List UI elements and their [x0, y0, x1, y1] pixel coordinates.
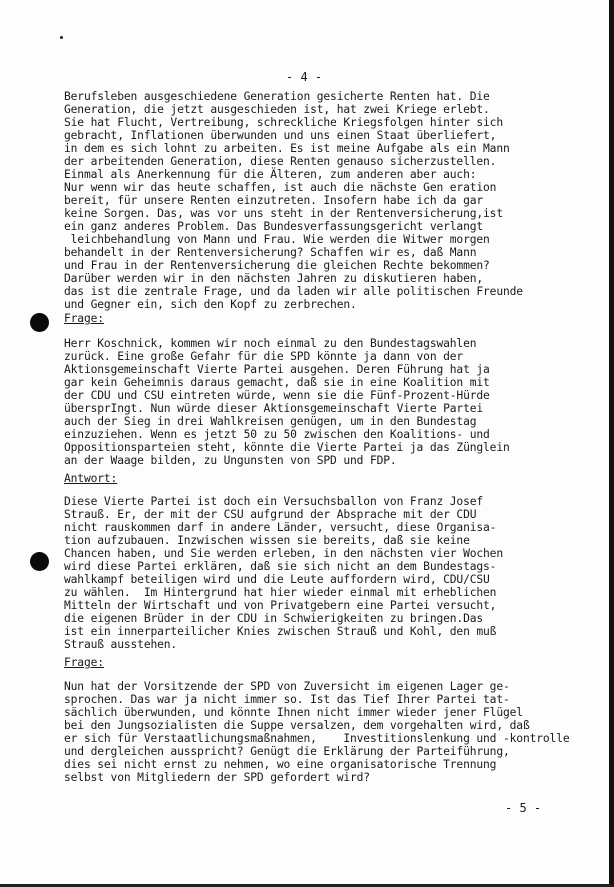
text-line: und Frau in der Rentenversicherung die gleichen Rechte bekommen? [64, 259, 490, 272]
text-line: Diese Vierte Partei ist doch ein Versuchsballon von Franz Josef [64, 495, 484, 508]
text-line: Generation, die jetzt ausgeschieden ist, hat zwei Kriege erlebt. [64, 103, 490, 116]
text-line: er sich für Verstaatlichungsmaßnahmen, Investitionslenkung und -kontrolle [64, 732, 570, 745]
text-line: zurück. Eine große Gefahr für die SPD könnte ja dann von der [64, 350, 464, 363]
text-line: Herr Koschnick, kommen wir noch einmal zu den Bundestagswahlen [64, 337, 477, 350]
text-line: das ist die zentrale Frage, und da laden wir alle politischen Freunde [64, 285, 523, 298]
scan-speck [60, 36, 63, 39]
text-line: nicht rauskommen darf in andere Länder, versucht, diese Organisa- [64, 521, 497, 534]
text-line: wahlkampf beteiligen wird und die Leute auffordern wird, CDU/CSU [64, 573, 490, 586]
text-line: an der Waage bilden, zu Ungunsten von SPD und FDP. [64, 454, 397, 467]
next-page-marker: - 5 - [505, 801, 542, 815]
punch-hole-top [30, 313, 49, 332]
text-line: Nur wenn wir das heute schaffen, ist auch die nächste Gen eration [64, 181, 497, 194]
punch-hole-bottom [30, 552, 49, 571]
text-line: Chancen haben, und Sie werden erleben, in den nächsten vier Wochen [64, 547, 503, 560]
page-number: - 4 - [286, 70, 323, 84]
text-line: Aktionsgemeinschaft Vierte Partei ausgehen. Deren Führung hat ja [64, 363, 490, 376]
text-line: selbst von Mitgliedern der SPD gefordert wird? [64, 771, 370, 784]
text-line: übersprIngt. Nun würde dieser Aktionsgemeinschaft Vierte Partei [64, 402, 484, 415]
text-line: gar kein Geheimnis daraus gemacht, daß sie in eine Koalition mit [64, 376, 490, 389]
text-line: dies sei nicht ernst zu nehmen, wo eine organisatorische Trennung [64, 758, 497, 771]
text-line: leichbehandlung von Mann und Frau. Wie werden die Witwer morgen [64, 233, 490, 246]
text-line: zu wählen. Im Hintergrund hat hier wieder einmal mit erheblichen [64, 586, 497, 599]
section-label: Frage: [64, 312, 104, 325]
text-line: der CDU und CSU eintreten würde, wenn sie die Fünf-Prozent-Hürde [64, 389, 490, 402]
text-line: sächlich überwunden, und könnte Ihnen nicht immer wieder jener Flügel [64, 706, 523, 719]
text-line: und dergleichen ausspricht? Genügt die Erklärung der Parteiführung, [64, 745, 510, 758]
text-line: die eigenen Brüder in der CDU in Schwierigkeiten zu bringen.Das [64, 612, 484, 625]
text-line: wird diese Partei erklären, daß sie sich nicht an dem Bundestags- [64, 560, 497, 573]
text-line: tion aufzubauen. Inzwischen wissen sie bereits, daß sie keine [64, 534, 470, 547]
text-line: Strauß. Er, der mit der CSU aufgrund der Absprache mit der CDU [64, 508, 477, 521]
text-line: bereit, für unsere Renten einzutreten. Insofern habe ich da gar [64, 194, 484, 207]
text-line: behandelt in der Rentenversicherung? Schaffen wir es, daß Mann [64, 246, 477, 259]
text-line: Mitteln der Wirtschaft und von Privatgebern eine Partei versucht, [64, 599, 497, 612]
text-line: Strauß ausstehen. [64, 638, 178, 651]
text-line: und Gegner ein, sich den Kopf zu zerbrechen. [64, 298, 357, 311]
text-line: Sie hat Flucht, Vertreibung, schreckliche Kriegsfolgen hinter sich [64, 116, 503, 129]
text-line: bei den Jungsozialisten die Suppe versalzen, dem vorgehalten wird, daß [64, 719, 530, 732]
text-line: in dem es sich lohnt zu arbeiten. Es ist meine Aufgabe als ein Mann [64, 142, 510, 155]
text-line: der arbeitenden Generation, diese Renten genauso sicherzustellen. [64, 155, 497, 168]
text-line: Einmal als Anerkennung für die Älteren, zum anderen aber auch: [64, 168, 477, 181]
text-line: ein ganz anderes Problem. Das Bundesverfassungsgericht verlangt [64, 220, 484, 233]
section-label: Antwort: [64, 472, 118, 485]
text-line: Oppositionsparteien steht, könnte die Vierte Partei ja das Zünglein [64, 441, 510, 454]
text-line: auch der Sieg in drei Wahlkreisen genügen, um in den Bundestag [64, 415, 477, 428]
text-line: sprochen. Das war ja nicht immer so. Ist das Tief Ihrer Partei tat- [64, 693, 510, 706]
section-label: Frage: [64, 656, 104, 669]
text-line: ist ein innerparteilicher Knies zwischen Strauß und Kohl, den muß [64, 625, 497, 638]
text-line: Darüber werden wir in den nächsten Jahren zu diskutieren haben, [64, 272, 484, 285]
text-line: einzuziehen. Wenn es jetzt 50 zu 50 zwischen den Koalitions- und [64, 428, 490, 441]
text-line: Nun hat der Vorsitzende der SPD von Zuversicht im eigenen Lager ge- [64, 680, 510, 693]
text-line: Berufsleben ausgeschiedene Generation gesicherte Renten hat. Die [64, 90, 490, 103]
text-line: gebracht, Inflationen überwunden und uns einen Staat überliefert, [64, 129, 497, 142]
text-line: keine Sorgen. Das, was vor uns steht in der Rentenversicherung,ist [64, 207, 503, 220]
